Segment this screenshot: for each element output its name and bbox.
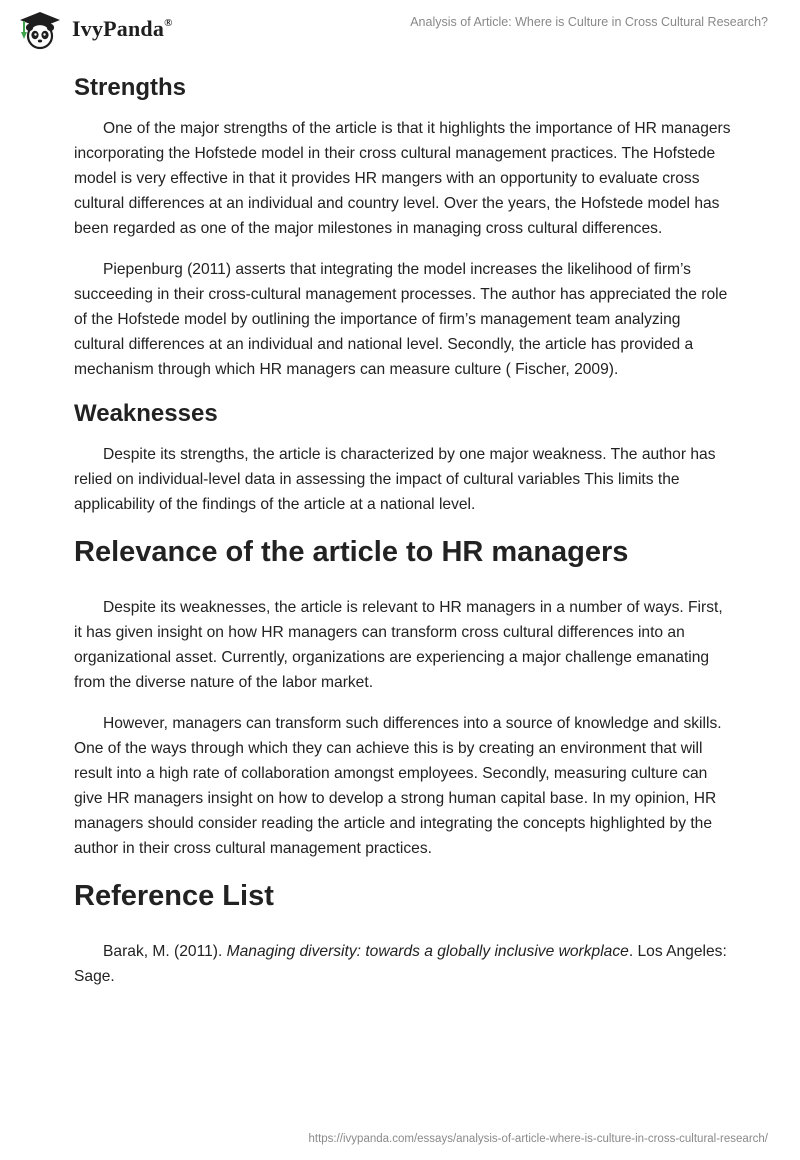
source-url[interactable]: https://ivypanda.com/essays/analysis-of-article-where-is-culture-in-cross-cultural-research/ [308,1133,768,1145]
heading-strengths: Strengths [74,74,187,101]
paragraph: Despite its weaknesses, the article is relevant to HR managers in a number of ways. First, it has given insight on how HR managers can transform cross cultural differences into an organizational asset. Currently, organizations are experiencing a major challenge emanating from the diverse nature of the labor market. [74,599,723,691]
brand-logo[interactable] [14,8,173,50]
brand-name: IvyPanda® [72,16,173,41]
paragraph: One of the major strengths of the article is that it highlights the importance of HR managers incorporating the Hofstede model in their cross cultural management practices. The Hofstede model is very effective in that it provides HR mangers with an opportunity to evaluate cross cultural differences at an individual and country level. Over the years, the Hofstede model has been regarded as one of the major milestones in managing cross cultural differences. [74,120,731,237]
paragraph: Despite its strengths, the article is characterized by one major weakness. The author has relied on individual-level data in assessing the impact of cultural variables This limits the applicability of the findings of the article at a national level. [74,446,716,513]
document-title: Analysis of Article: Where is Culture in Cross Cultural Research? [410,15,768,29]
page-header [0,0,800,60]
reference-title: Managing diversity: towards a globally inclusive workplace [226,943,629,960]
paragraph: Piepenburg (2011) asserts that integrating the model increases the likelihood of firm’s succeeding in their cross-cultural management processes. The author has appreciated the role of the Hofstede model by outlining the importance of firm’s management team analyzing cultural differences at an individual and national level. Secondly, the article has provided a mechanism through which HR managers can measure culture ( Fischer, 2009). [74,261,728,378]
heading-weaknesses: Weaknesses [74,400,218,427]
panda-graduate-icon [14,8,66,50]
reference-entry: Barak, M. (2011). Managing diversity: towards a globally inclusive workplace. Los Angeles: Sage. [74,943,727,985]
heading-reference-list: Reference List [74,880,274,912]
paragraph: However, managers can transform such differences into a source of knowledge and skills. One of the ways through which they can achieve this is by creating an environment that will result into a high rate of collaboration amongst employees. Secondly, measuring culture can give HR managers insight on how to develop a strong human capital base. In my opinion, HR managers should consider reading the article and integrating the concepts highlighted by the author in their cross cultural management practices. [74,715,722,857]
article-body [74,72,734,1005]
heading-relevance: Relevance of the article to HR managers [74,536,629,568]
